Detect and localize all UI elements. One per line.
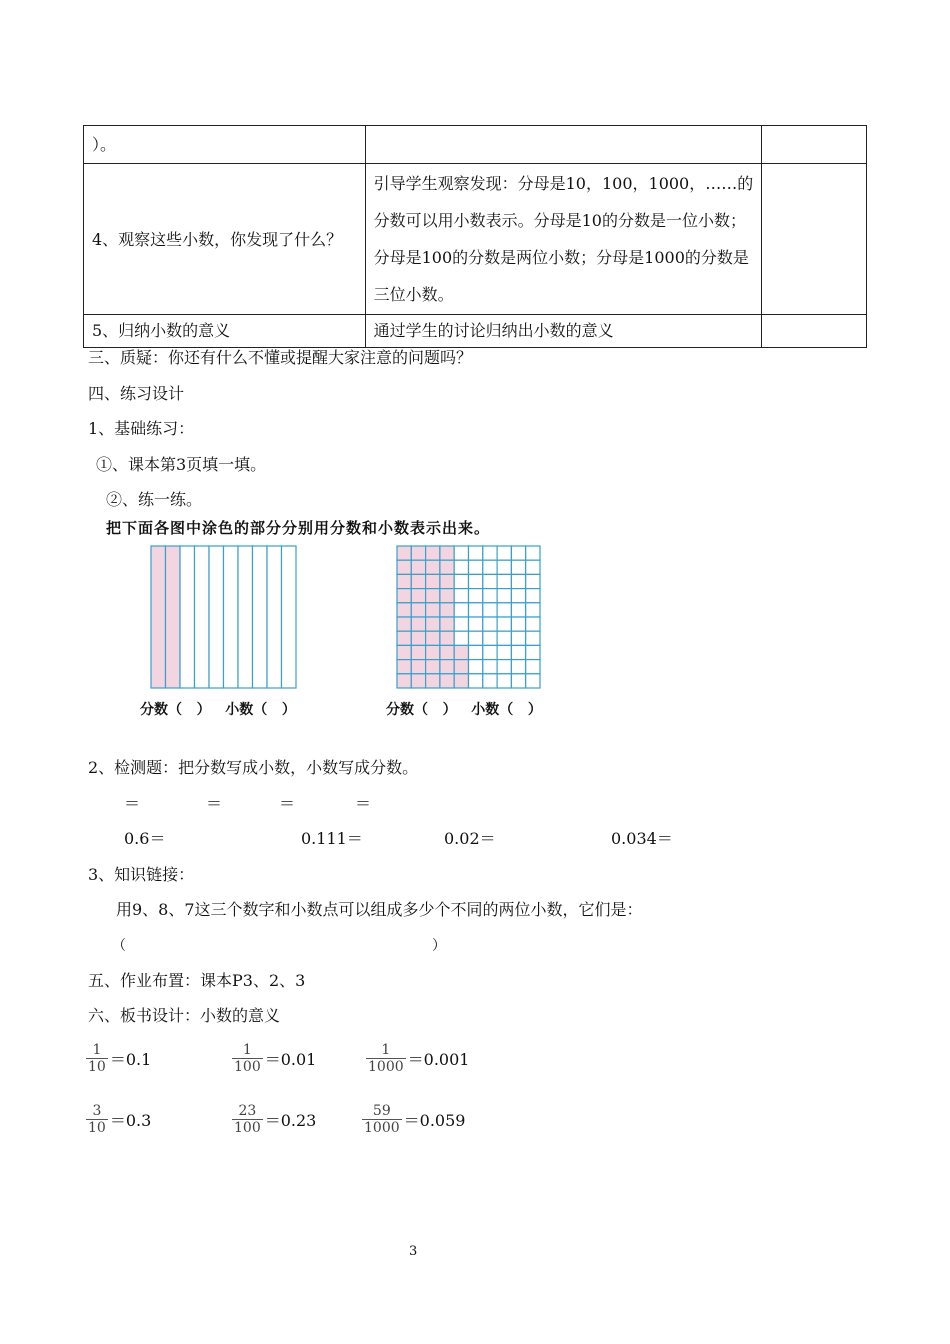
grid-cell	[483, 574, 497, 588]
shaded-cell	[426, 660, 440, 674]
practice-basic: 1、基础练习：	[88, 419, 195, 438]
shaded-cell	[440, 660, 454, 674]
grid-cell	[483, 617, 497, 631]
shaded-cell	[426, 631, 440, 645]
grid-cell	[469, 674, 483, 688]
board-fraction	[366, 1042, 469, 1075]
shaded-cell	[440, 617, 454, 631]
shaded-cell	[426, 574, 440, 588]
fraction-value: ＝0.001	[407, 1050, 470, 1069]
practice-test: 2、检测题：把分数写成小数，小数写成分数。	[88, 758, 419, 777]
table-cell: 引导学生观察发现：分母是10，100，1000，……的分数可以用小数表示。分母是10的分数是一位小数；分母是100的分数是两位小数；分母是1000的分数是三位小数。	[365, 164, 762, 315]
equation-blank: ＝	[206, 794, 223, 813]
shaded-cell	[411, 546, 425, 560]
shaded-cell	[426, 546, 440, 560]
grid-cell	[483, 546, 497, 560]
shaded-cell	[440, 631, 454, 645]
grid-cell	[454, 546, 468, 560]
fraction-numerator: 3	[92, 1103, 102, 1119]
grid-cell	[469, 645, 483, 659]
grid-cell	[497, 674, 511, 688]
equation: 0.6＝	[124, 829, 166, 848]
fraction-denominator: 1000	[364, 1120, 400, 1136]
shaded-cell	[397, 617, 411, 631]
fraction-denominator: 10	[88, 1120, 106, 1136]
strip	[238, 546, 253, 688]
strip	[267, 546, 282, 688]
table-cell: ）。	[84, 126, 366, 164]
fraction-numerator: 23	[238, 1103, 257, 1119]
practice-link: 3、知识链接：	[88, 865, 195, 884]
shaded-cell	[411, 645, 425, 659]
grid-cell	[469, 546, 483, 560]
grid-cell	[511, 645, 525, 659]
grid-cell	[469, 631, 483, 645]
strip	[195, 546, 210, 688]
fraction-numerator: 1	[242, 1042, 252, 1058]
grid-cell	[454, 589, 468, 603]
practice-item-2: ②、练一练。	[106, 490, 203, 509]
grid-cell	[511, 660, 525, 674]
shaded-cell	[440, 574, 454, 588]
shaded-cell	[397, 546, 411, 560]
practice-item-1: ①、课本第3页填一填。	[96, 455, 267, 474]
grid-cell	[526, 574, 540, 588]
fraction-numerator: 1	[92, 1042, 102, 1058]
table-cell	[762, 315, 867, 348]
grid-cell	[497, 589, 511, 603]
grid-cell	[469, 603, 483, 617]
strip	[209, 546, 224, 688]
grid-figure-label: 分数（ ） 小数（ ）	[386, 702, 542, 718]
shaded-cell	[397, 631, 411, 645]
fraction-denominator: 1000	[368, 1059, 404, 1075]
grid-cell	[511, 617, 525, 631]
grid-cell	[469, 617, 483, 631]
grid-cell	[483, 631, 497, 645]
section-practice: 四、练习设计	[88, 384, 185, 403]
grid-cell	[526, 645, 540, 659]
grid-cell	[526, 589, 540, 603]
grid-cell	[526, 674, 540, 688]
shaded-cell	[440, 645, 454, 659]
fraction-denominator: 100	[234, 1120, 261, 1136]
strip	[253, 546, 268, 688]
grid-cell	[497, 631, 511, 645]
strip-figure	[150, 545, 300, 690]
grid-cell	[469, 589, 483, 603]
strip	[282, 546, 297, 688]
grid-cell	[511, 589, 525, 603]
equation-blank: ＝	[279, 794, 296, 813]
section-question: 三、质疑：你还有什么不懂或提醒大家注意的问题吗？	[88, 348, 473, 367]
shaded-cell	[426, 560, 440, 574]
grid-cell	[511, 631, 525, 645]
shaded-cell	[397, 589, 411, 603]
practice-link-question: 用9、8、7这三个数字和小数点可以组成多少个不同的两位小数，它们是：	[116, 900, 643, 919]
grid-cell	[526, 660, 540, 674]
board-fraction	[86, 1103, 151, 1136]
section-homework: 五、作业布置：课本P3、2、3	[88, 971, 306, 990]
grid-cell	[511, 546, 525, 560]
grid-cell	[483, 603, 497, 617]
fraction-value: ＝0.01	[264, 1050, 317, 1069]
table-cell: 5、归纳小数的意义	[84, 315, 366, 348]
grid-cell	[483, 674, 497, 688]
fraction-value: ＝0.3	[109, 1111, 152, 1130]
grid-cell	[454, 560, 468, 574]
table-cell: 通过学生的讨论归纳出小数的意义	[365, 315, 762, 348]
grid-cell	[497, 546, 511, 560]
fraction-value: ＝0.059	[403, 1111, 466, 1130]
equation-blank: ＝	[355, 794, 372, 813]
grid-cell	[497, 645, 511, 659]
shaded-cell	[426, 674, 440, 688]
shaded-cell	[397, 560, 411, 574]
shaded-cell	[440, 546, 454, 560]
table-row	[84, 126, 867, 164]
grid-cell	[497, 560, 511, 574]
grid-cell	[469, 560, 483, 574]
grid-cell	[469, 574, 483, 588]
grid-cell	[526, 617, 540, 631]
shaded-cell	[426, 617, 440, 631]
shaded-cell	[440, 674, 454, 688]
grid-cell	[526, 560, 540, 574]
shaded-cell	[454, 660, 468, 674]
board-fraction	[232, 1042, 316, 1075]
grid-cell	[511, 674, 525, 688]
grid-cell	[526, 631, 540, 645]
shaded-cell	[454, 674, 468, 688]
page-number: 3	[409, 1244, 418, 1259]
fraction-denominator: 10	[88, 1059, 106, 1075]
table-cell	[365, 126, 762, 164]
grid-cell	[483, 645, 497, 659]
equation: 0.034＝	[611, 829, 673, 848]
grid-cell	[483, 660, 497, 674]
shaded-cell	[411, 589, 425, 603]
shaded-cell	[454, 645, 468, 659]
shaded-strip	[151, 546, 166, 688]
shaded-cell	[411, 574, 425, 588]
table-cell	[762, 126, 867, 164]
shaded-cell	[397, 645, 411, 659]
fraction-numerator: 59	[372, 1103, 391, 1119]
table-cell	[762, 164, 867, 315]
shaded-cell	[440, 560, 454, 574]
figure-caption: 把下面各图中涂色的部分分别用分数和小数表示出来。	[106, 519, 491, 537]
strip	[224, 546, 239, 688]
grid-cell	[497, 660, 511, 674]
shaded-cell	[397, 574, 411, 588]
answer-paren-open: （	[112, 938, 126, 954]
equation: 0.111＝	[301, 829, 363, 848]
fraction-value: ＝0.1	[109, 1050, 152, 1069]
equation-blank: ＝	[124, 794, 141, 813]
grid-cell	[454, 631, 468, 645]
strip	[180, 546, 195, 688]
grid-cell	[483, 589, 497, 603]
grid-cell	[511, 603, 525, 617]
grid-cell	[454, 617, 468, 631]
grid-cell	[454, 603, 468, 617]
answer-paren-close: ）	[432, 938, 446, 954]
section-board: 六、板书设计：小数的意义	[88, 1006, 281, 1025]
grid-cell	[497, 617, 511, 631]
grid-cell	[511, 574, 525, 588]
shaded-cell	[440, 589, 454, 603]
shaded-cell	[411, 560, 425, 574]
table-row	[84, 164, 867, 315]
shaded-cell	[397, 674, 411, 688]
shaded-cell	[411, 631, 425, 645]
board-fraction	[86, 1042, 151, 1075]
shaded-strip	[166, 546, 181, 688]
shaded-cell	[440, 603, 454, 617]
strip-figure-label: 分数（ ） 小数（ ）	[140, 702, 296, 718]
shaded-cell	[411, 617, 425, 631]
grid-cell	[483, 560, 497, 574]
shaded-cell	[426, 589, 440, 603]
table-row	[84, 315, 867, 348]
shaded-cell	[397, 603, 411, 617]
shaded-cell	[411, 674, 425, 688]
fraction-numerator: 1	[381, 1042, 391, 1058]
board-fraction	[362, 1103, 465, 1136]
grid-cell	[469, 660, 483, 674]
grid-cell	[454, 574, 468, 588]
table-cell: 4、观察这些小数，你发现了什么？	[84, 164, 366, 315]
lesson-table	[83, 125, 867, 348]
shaded-cell	[426, 645, 440, 659]
board-fraction	[232, 1103, 316, 1136]
shaded-cell	[426, 603, 440, 617]
grid-cell	[511, 560, 525, 574]
fraction-value: ＝0.23	[264, 1111, 317, 1130]
shaded-cell	[411, 603, 425, 617]
equation: 0.02＝	[444, 829, 496, 848]
grid-cell	[497, 603, 511, 617]
grid-figure	[396, 545, 542, 690]
fraction-denominator: 100	[234, 1059, 261, 1075]
grid-cell	[526, 546, 540, 560]
grid-cell	[497, 574, 511, 588]
shaded-cell	[397, 660, 411, 674]
shaded-cell	[411, 660, 425, 674]
grid-cell	[526, 603, 540, 617]
